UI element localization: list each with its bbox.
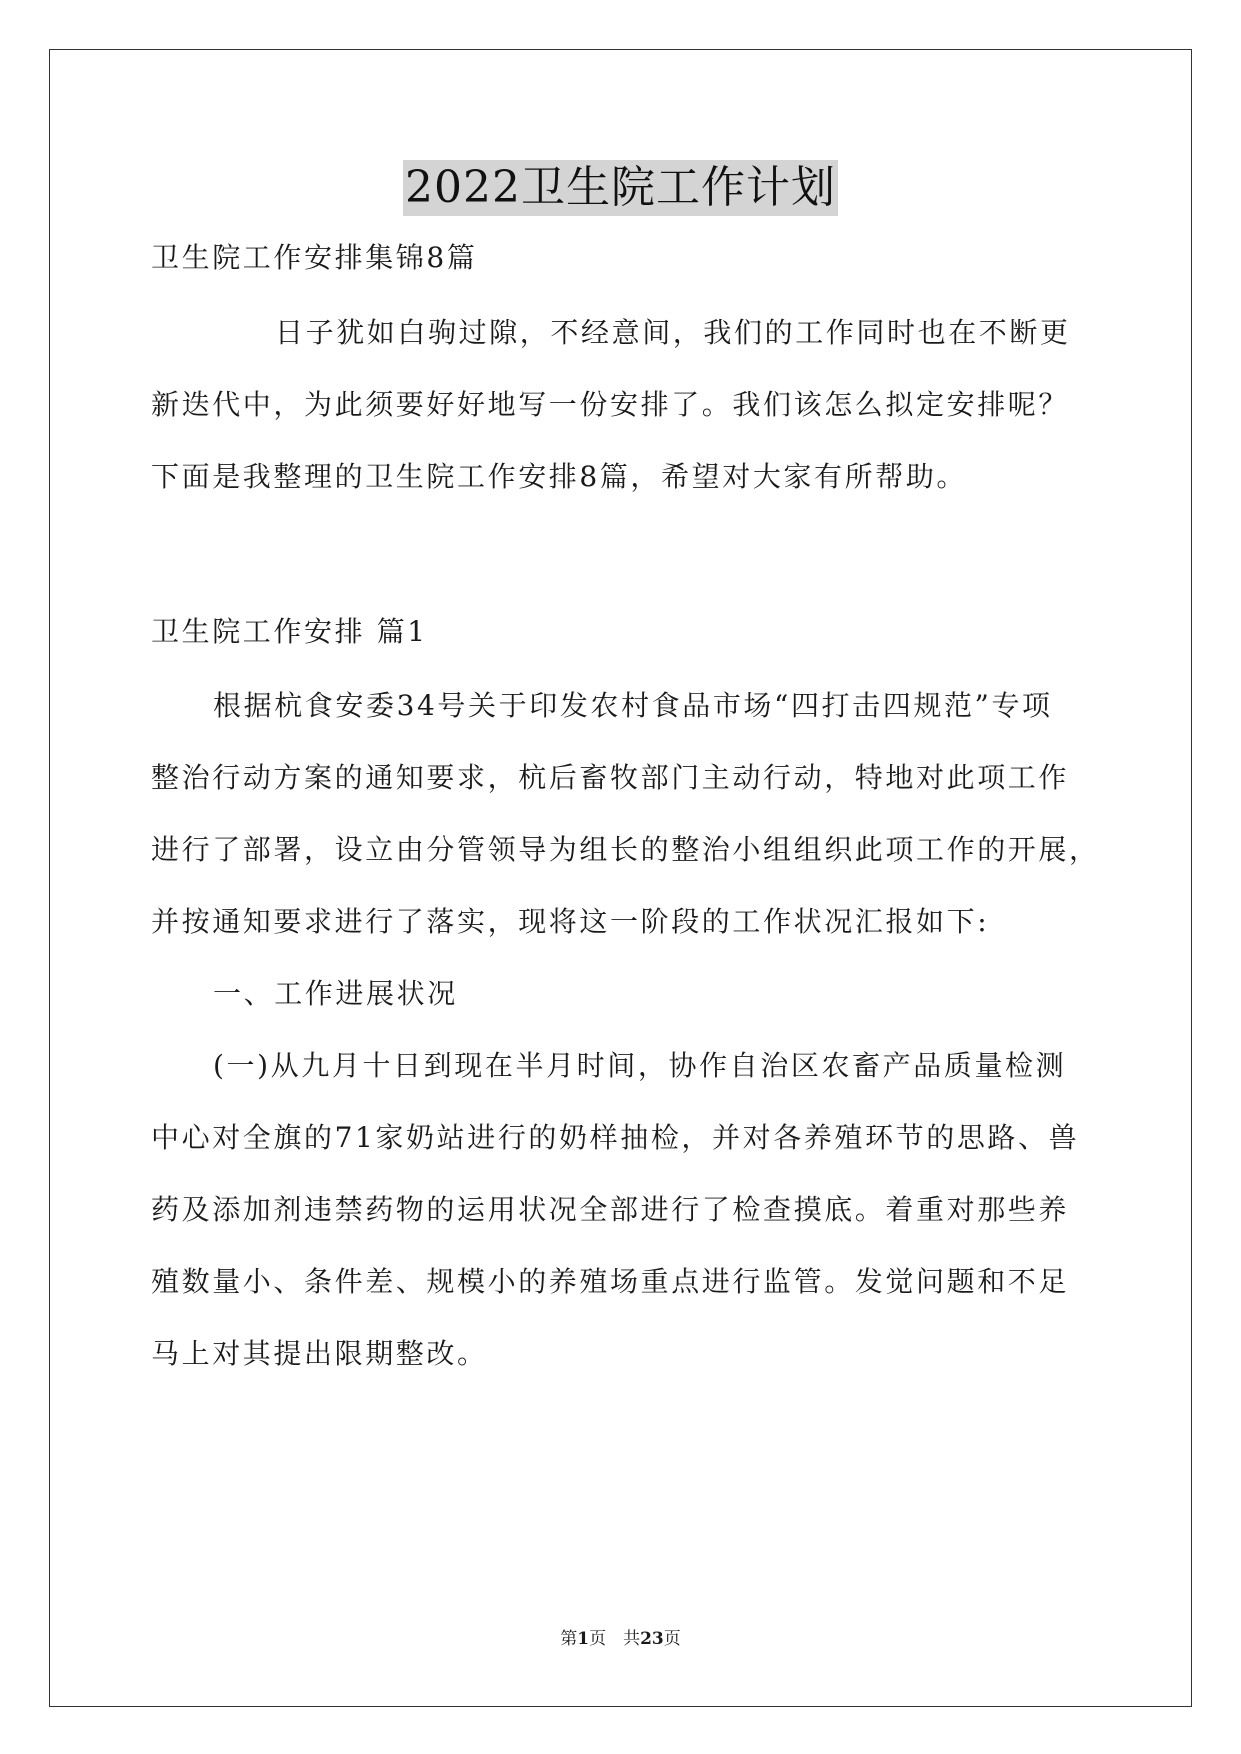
title-container xyxy=(0,160,1241,216)
footer-page-mid: 页 共 xyxy=(589,1629,641,1649)
document-subtitle: 卫生院工作安排集锦8篇 xyxy=(151,241,478,274)
body-line: 根据杭食安委34号关于印发农村食品市场“四打击四规范”专项 xyxy=(213,689,1053,722)
footer-page-suffix: 页 xyxy=(663,1629,681,1649)
intro-line: 下面是我整理的卫生院工作安排8篇，希望对大家有所帮助。 xyxy=(151,460,968,493)
body-line: 整治行动方案的通知要求，杭后畜牧部门主动行动，特地对此项工作 xyxy=(151,761,1070,794)
body-line: 殖数量小、条件差、规模小的养殖场重点进行监管。发觉问题和不足 xyxy=(151,1265,1070,1298)
footer-page-prefix: 第 xyxy=(560,1629,578,1649)
page-footer xyxy=(0,1628,1241,1650)
body-line: 进行了部署，设立由分管领导为组长的整治小组组织此项工作的开展， xyxy=(151,833,1100,866)
section-heading: 卫生院工作安排 篇1 xyxy=(151,615,428,648)
document-title: 2022卫生院工作计划 xyxy=(403,160,838,216)
body-line: 一、工作进展状况 xyxy=(213,977,458,1010)
body-line: 并按通知要求进行了落实，现将这一阶段的工作状况汇报如下: xyxy=(151,905,990,938)
intro-line: 新迭代中，为此须要好好地写一份安排了。我们该怎么拟定安排呢？ xyxy=(151,388,1070,421)
body-line: 马上对其提出限期整改。 xyxy=(151,1337,488,1370)
footer-page-number: 1 xyxy=(577,1629,590,1649)
intro-line: 日子犹如白驹过隙，不经意间，我们的工作同时也在不断更 xyxy=(275,316,1071,349)
footer-total-pages: 23 xyxy=(640,1629,664,1649)
body-line: 药及添加剂违禁药物的运用状况全部进行了检查摸底。着重对那些养 xyxy=(151,1193,1070,1226)
body-line: 中心对全旗的71家奶站进行的奶样抽检，并对各养殖环节的思路、兽 xyxy=(151,1121,1080,1154)
body-line: (一)从九月十日到现在半月时间，协作自治区农畜产品质量检测 xyxy=(213,1049,1067,1082)
page-border xyxy=(49,49,1192,1707)
